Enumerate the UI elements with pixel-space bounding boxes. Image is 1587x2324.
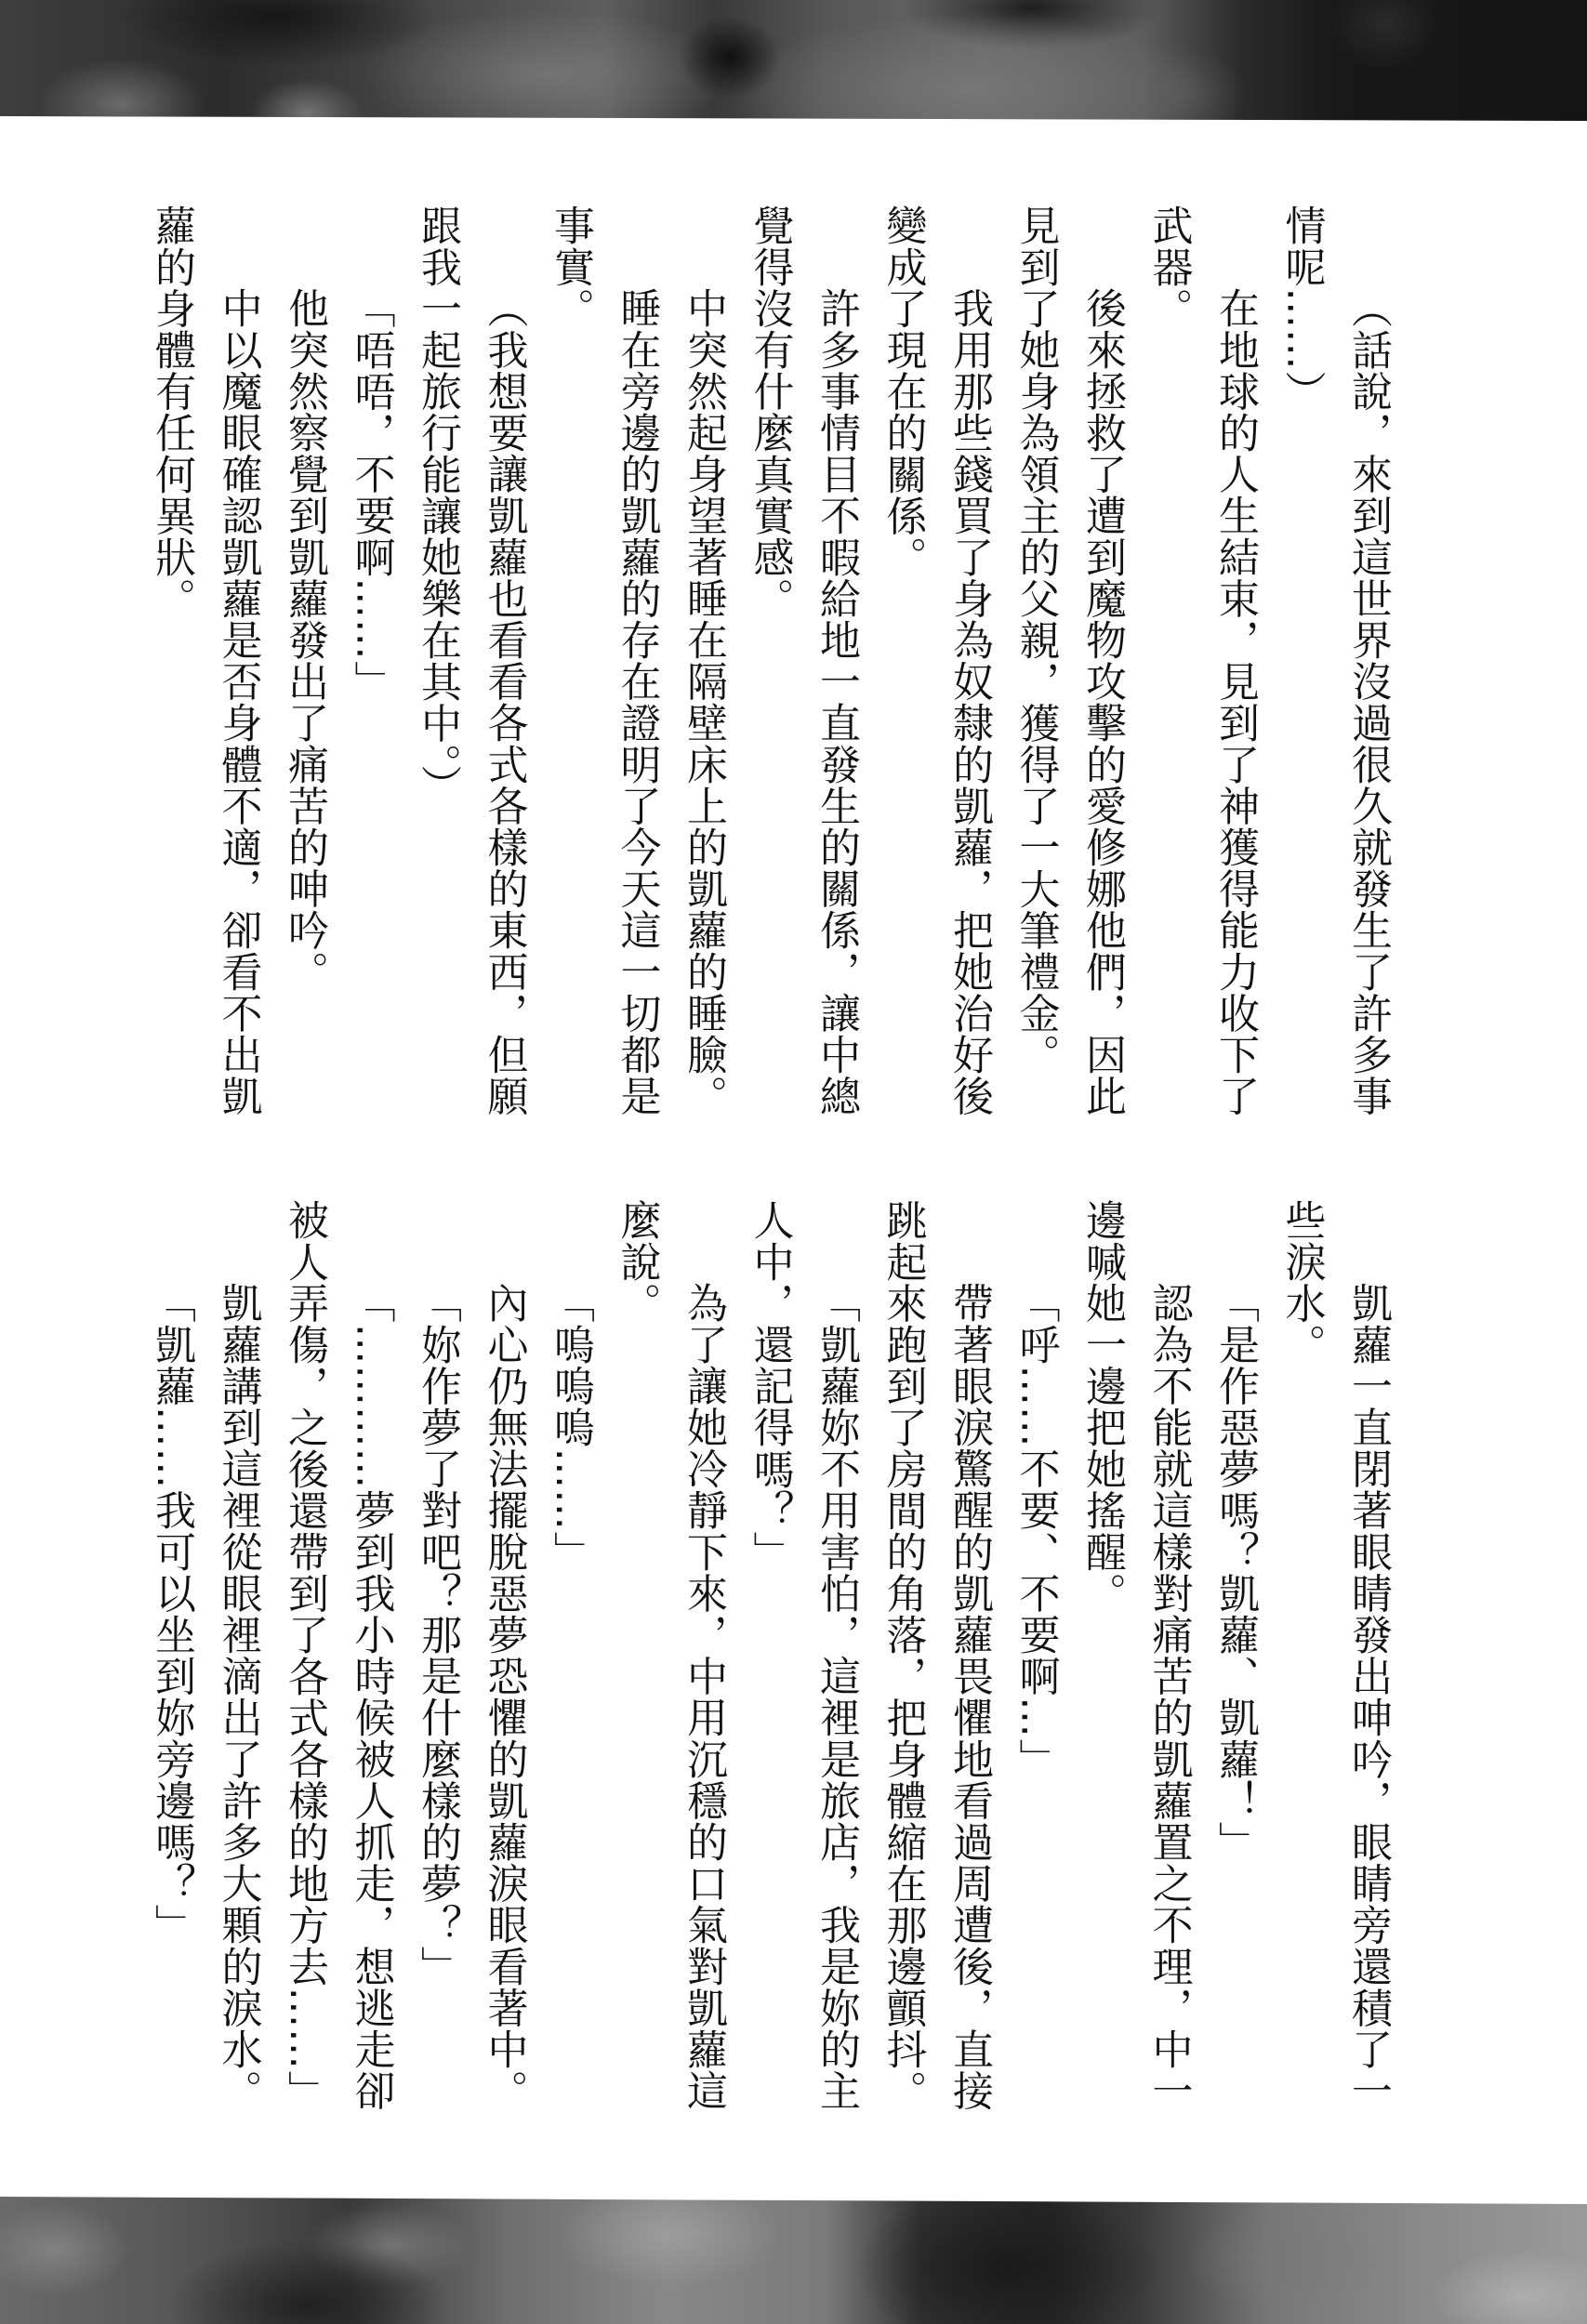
text-column: 凱蘿一直閉著眼睛發出呻吟，眼睛旁還積了一 [1344,1282,1392,2112]
text-column: （話說，來到這世界沒過很久就發生了許多事 [1344,287,1392,1117]
text-column: 「凱蘿妳不用害怕，這裡是旅店，我是妳的主 [813,1282,860,2112]
text-column: 「嗚嗚嗚……」 [547,1282,594,1573]
text-column: 「呼……不要、不要啊…」 [1012,1282,1060,1780]
text-column: 他突然察覺到凱蘿發出了痛苦的呻吟。 [281,287,328,993]
upper-text-tier [139,205,1402,1116]
text-column: 睡在旁邊的凱蘿的存在證明了今天這一切都是 [613,287,661,1117]
text-column: （我想要讓凱蘿也看看各式各樣的東西，但願 [480,287,528,1117]
text-column: 許多事情目不暇給地一直發生的關係，讓中總 [813,287,860,1117]
text-column: 凱蘿講到這裡從眼裡滴出了許多大顆的淚水。 [214,1282,262,2112]
text-column: 「凱蘿……我可以坐到妳旁邊嗎？」 [148,1282,195,1946]
text-column: 些淚水。 [1277,1199,1326,1366]
text-column: 情呢……） [1277,205,1326,412]
text-column: 武器。 [1144,205,1193,329]
text-column: 人中，還記得嗎？」 [746,1199,794,1573]
text-column: 跟我一起旅行能讓她樂在其中。） [414,205,461,806]
text-column: 「妳作夢了對吧？那是什麼樣的夢？」 [414,1282,461,1987]
text-column: 事實。 [547,205,594,329]
text-column: 後來拯救了遭到魔物攻擊的愛修娜他們，因此 [1078,287,1126,1117]
text-column: 被人弄傷，之後還帶到了各式各樣的地方去……」 [281,1199,328,2112]
text-column: 中以魔眼確認凱蘿是否身體不適，卻看不出凱 [214,287,262,1117]
text-column: 內心仍無法擺脫惡夢恐懼的凱蘿淚眼看著中。 [480,1282,528,2112]
text-column: 跳起來跑到了房間的角落，把身體縮在那邊顫抖。 [879,1199,927,2112]
text-column: 覺得沒有什麼真實感。 [746,205,794,619]
text-column: 在地球的人生結束，見到了神獲得能力收下了 [1211,287,1259,1117]
text-column: 見到了她身為領主的父親，獲得了一大筆禮金。 [1012,205,1060,1076]
text-column: 中突然起身望著睡在隔壁床上的凱蘿的睡臉。 [680,287,727,1117]
text-column: 邊喊她一邊把她搖醒。 [1078,1199,1126,1614]
text-column: 「唔唔，不要啊……」 [347,287,395,703]
text-column: 變成了現在的關係。 [879,205,927,578]
text-column: 為了讓她冷靜下來，中用沉穩的口氣對凱蘿這 [680,1282,727,2112]
text-column: 我用那些錢買了身為奴隸的凱蘿，把她治好後 [946,287,993,1117]
bottom-cloud-band [0,2194,1587,2324]
text-column: 認為不能就這樣對痛苦的凱蘿置之不理，中一 [1144,1282,1193,2112]
text-column: 帶著眼淚驚醒的凱蘿畏懼地看過周遭後，直接 [946,1282,993,2112]
text-column: 蘿的身體有任何異狀。 [148,205,195,619]
text-column: 「…………夢到我小時候被人抓走，想逃走卻 [347,1282,395,2112]
top-cloud-band [0,0,1587,122]
text-column: 「是作惡夢嗎？凱蘿、凱蘿！」 [1211,1282,1259,1863]
text-column: 麼說。 [613,1199,661,1324]
lower-text-tier [139,1199,1402,2111]
